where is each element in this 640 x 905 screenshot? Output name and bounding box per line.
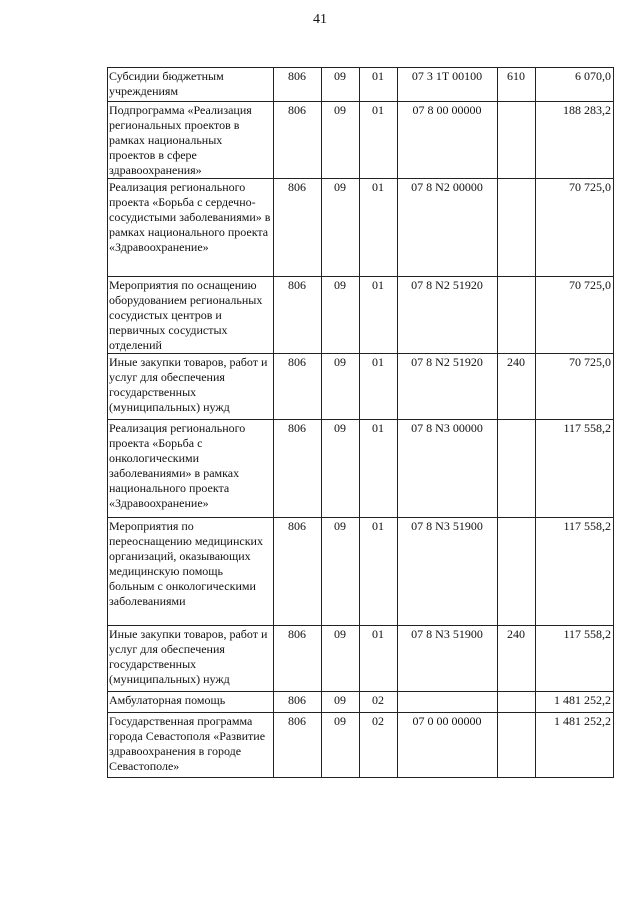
row-pr: 02 (360, 713, 398, 778)
row-name: Подпрограмма «Реализация региональных проектов в рамках национальных проектов в сфере здравоохранения» (108, 102, 274, 179)
row-csr: 07 8 N2 51920 (398, 354, 498, 420)
row-sum: 1 481 252,2 (536, 692, 614, 713)
row-vr (498, 102, 536, 179)
row-name: Реализация регионального проекта «Борьба с онкологическими заболеваниями» в рамках национального проекта «Здравоохранение» (108, 420, 274, 518)
row-rz: 09 (322, 102, 360, 179)
row-name: Мероприятия по оснащению оборудованием региональных сосудистых центров и первичных сосудистых отделений (108, 277, 274, 354)
row-sum: 117 558,2 (536, 626, 614, 692)
row-rz: 09 (322, 179, 360, 277)
row-rz: 09 (322, 68, 360, 102)
row-ved: 806 (274, 179, 322, 277)
row-sum: 6 070,0 (536, 68, 614, 102)
row-ved: 806 (274, 420, 322, 518)
row-pr: 01 (360, 179, 398, 277)
table-row (108, 713, 614, 778)
row-vr: 240 (498, 354, 536, 420)
row-ved: 806 (274, 518, 322, 626)
row-csr: 07 8 00 00000 (398, 102, 498, 179)
row-sum: 70 725,0 (536, 179, 614, 277)
row-rz: 09 (322, 420, 360, 518)
row-ved: 806 (274, 68, 322, 102)
row-csr: 07 8 N3 51900 (398, 518, 498, 626)
table-row (108, 102, 614, 179)
row-ved: 806 (274, 277, 322, 354)
table-row (108, 68, 614, 102)
row-ved: 806 (274, 354, 322, 420)
row-ved: 806 (274, 692, 322, 713)
table-row (108, 179, 614, 277)
row-pr: 01 (360, 354, 398, 420)
row-vr (498, 277, 536, 354)
page-number: 41 (313, 12, 327, 27)
table-row (108, 626, 614, 692)
row-vr (498, 420, 536, 518)
row-ved: 806 (274, 102, 322, 179)
row-vr: 610 (498, 68, 536, 102)
row-sum: 70 725,0 (536, 354, 614, 420)
row-rz: 09 (322, 713, 360, 778)
row-name: Иные закупки товаров, работ и услуг для обеспечения государственных (муниципальных) нужд (108, 626, 274, 692)
row-vr (498, 713, 536, 778)
row-vr: 240 (498, 626, 536, 692)
row-sum: 117 558,2 (536, 518, 614, 626)
row-vr (498, 518, 536, 626)
table-row (108, 277, 614, 354)
row-rz: 09 (322, 518, 360, 626)
row-rz: 09 (322, 692, 360, 713)
table-row (108, 354, 614, 420)
row-ved: 806 (274, 626, 322, 692)
row-name: Реализация регионального проекта «Борьба с сердечно-сосудистыми заболеваниями» в рамках национального проекта «Здравоохранение» (108, 179, 274, 277)
row-pr: 02 (360, 692, 398, 713)
row-vr (498, 692, 536, 713)
row-sum: 117 558,2 (536, 420, 614, 518)
row-rz: 09 (322, 277, 360, 354)
row-pr: 01 (360, 277, 398, 354)
row-csr (398, 692, 498, 713)
row-csr: 07 8 N2 51920 (398, 277, 498, 354)
row-sum: 188 283,2 (536, 102, 614, 179)
row-vr (498, 179, 536, 277)
budget-table (107, 67, 614, 778)
row-pr: 01 (360, 626, 398, 692)
row-name: Иные закупки товаров, работ и услуг для обеспечения государственных (муниципальных) нужд (108, 354, 274, 420)
row-csr: 07 8 N3 00000 (398, 420, 498, 518)
row-csr: 07 8 N2 00000 (398, 179, 498, 277)
table-row (108, 692, 614, 713)
row-ved: 806 (274, 713, 322, 778)
row-sum: 1 481 252,2 (536, 713, 614, 778)
row-name: Субсидии бюджетным учреждениям (108, 68, 274, 102)
row-rz: 09 (322, 354, 360, 420)
row-pr: 01 (360, 420, 398, 518)
row-name: Мероприятия по переоснащению медицинских организаций, оказывающих медицинскую помощь больным с онкологическими заболеваниями (108, 518, 274, 626)
row-pr: 01 (360, 102, 398, 179)
row-csr: 07 3 1Т 00100 (398, 68, 498, 102)
table-row (108, 518, 614, 626)
row-csr: 07 8 N3 51900 (398, 626, 498, 692)
row-name: Государственная программа города Севастополя «Развитие здравоохранения в городе Севастополе» (108, 713, 274, 778)
row-sum: 70 725,0 (536, 277, 614, 354)
row-csr: 07 0 00 00000 (398, 713, 498, 778)
row-pr: 01 (360, 518, 398, 626)
table-row (108, 420, 614, 518)
row-pr: 01 (360, 68, 398, 102)
row-rz: 09 (322, 626, 360, 692)
row-name: Амбулаторная помощь (108, 692, 274, 713)
